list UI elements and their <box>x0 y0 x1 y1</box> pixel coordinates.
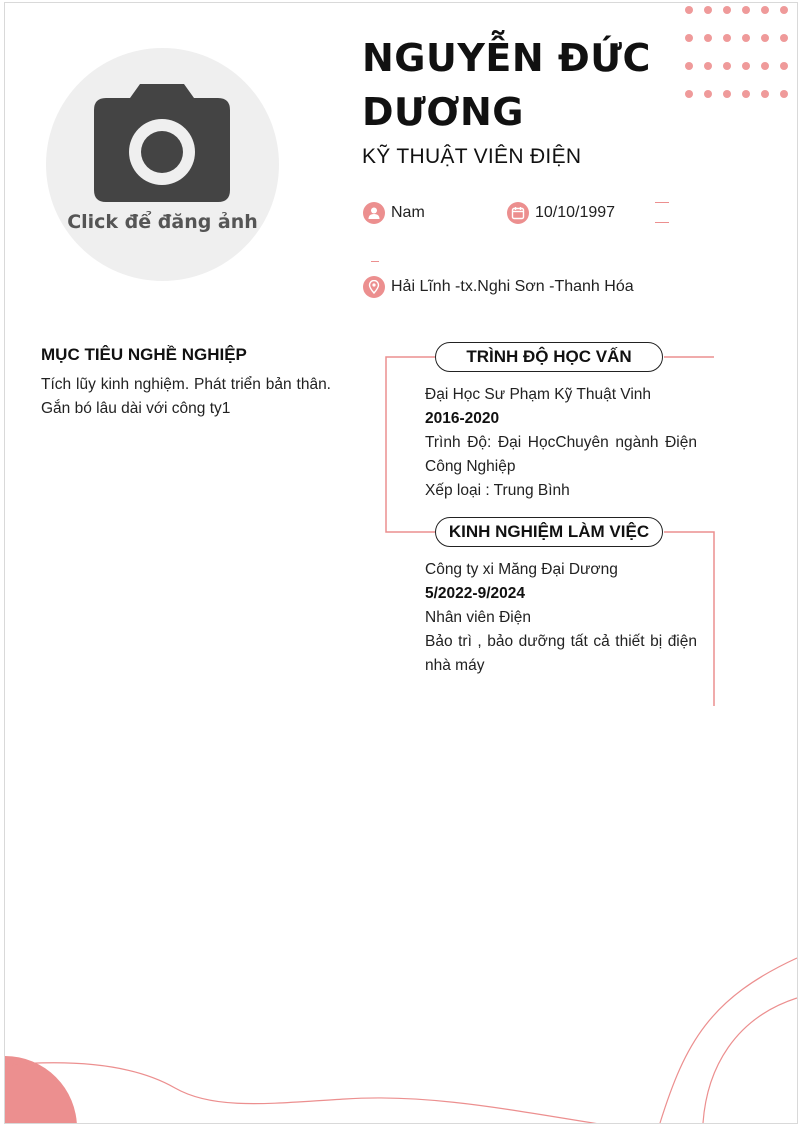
dob-info <box>507 202 615 224</box>
calendar-icon <box>507 202 529 224</box>
corner-circle <box>5 1056 77 1123</box>
gender-value: Nam <box>391 204 425 221</box>
address-value: Hải Lĩnh -tx.Nghi Sơn -Thanh Hóa <box>391 278 634 295</box>
education-title: TRÌNH ĐỘ HỌC VẤN <box>435 342 663 372</box>
bottom-wave <box>5 1063 625 1123</box>
education-level: Trình Độ: Đại HọcChuyên ngành Điện Công Nghiệp <box>425 434 697 475</box>
experience-position: Nhân viên Điện <box>425 609 531 626</box>
accent-tick <box>655 222 669 223</box>
full-name <box>362 31 662 139</box>
accent-tick <box>371 261 379 262</box>
experience-title: KINH NGHIỆM LÀM VIỆC <box>435 517 663 547</box>
dot-pattern <box>685 3 795 103</box>
experience-period: 5/2022-9/2024 <box>425 585 525 602</box>
corner-curve-inner <box>703 998 797 1123</box>
objective-text: Tích lũy kinh nghiệm. Phát triển bản thân. Gắn bó lâu dài với công ty1 <box>41 376 331 417</box>
cv-page <box>4 2 798 1124</box>
full-name-line-2: DƯƠNG <box>362 90 524 134</box>
address-info <box>363 276 634 298</box>
user-icon <box>363 202 385 224</box>
education-period: 2016-2020 <box>425 410 500 427</box>
objective-title: MỤC TIÊU NGHỀ NGHIỆP <box>41 345 247 364</box>
accent-tick <box>655 202 669 203</box>
education-school: Đại Học Sư Phạm Kỹ Thuật Vinh <box>425 386 652 403</box>
corner-curve-outer <box>660 958 797 1123</box>
camera-icon <box>92 82 232 204</box>
location-pin-icon <box>363 276 385 298</box>
experience-description: Bảo trì , bảo dưỡng tất cả thiết bị điện nhà máy <box>425 633 697 674</box>
avatar-upload[interactable] <box>46 48 279 281</box>
experience-block <box>425 558 697 678</box>
avatar-upload-label: Click để đăng ảnh <box>67 211 258 233</box>
dob-value: 10/10/1997 <box>535 204 616 221</box>
full-name-line-1: NGUYỄN ĐỨC <box>362 36 651 80</box>
job-title: KỸ THUẬT VIÊN ĐIỆN <box>362 145 582 168</box>
education-block <box>425 383 697 503</box>
experience-company: Công ty xi Măng Đại Dương <box>425 561 618 578</box>
gender-info <box>363 202 425 224</box>
education-rank: Xếp loại : Trung Bình <box>425 482 570 499</box>
